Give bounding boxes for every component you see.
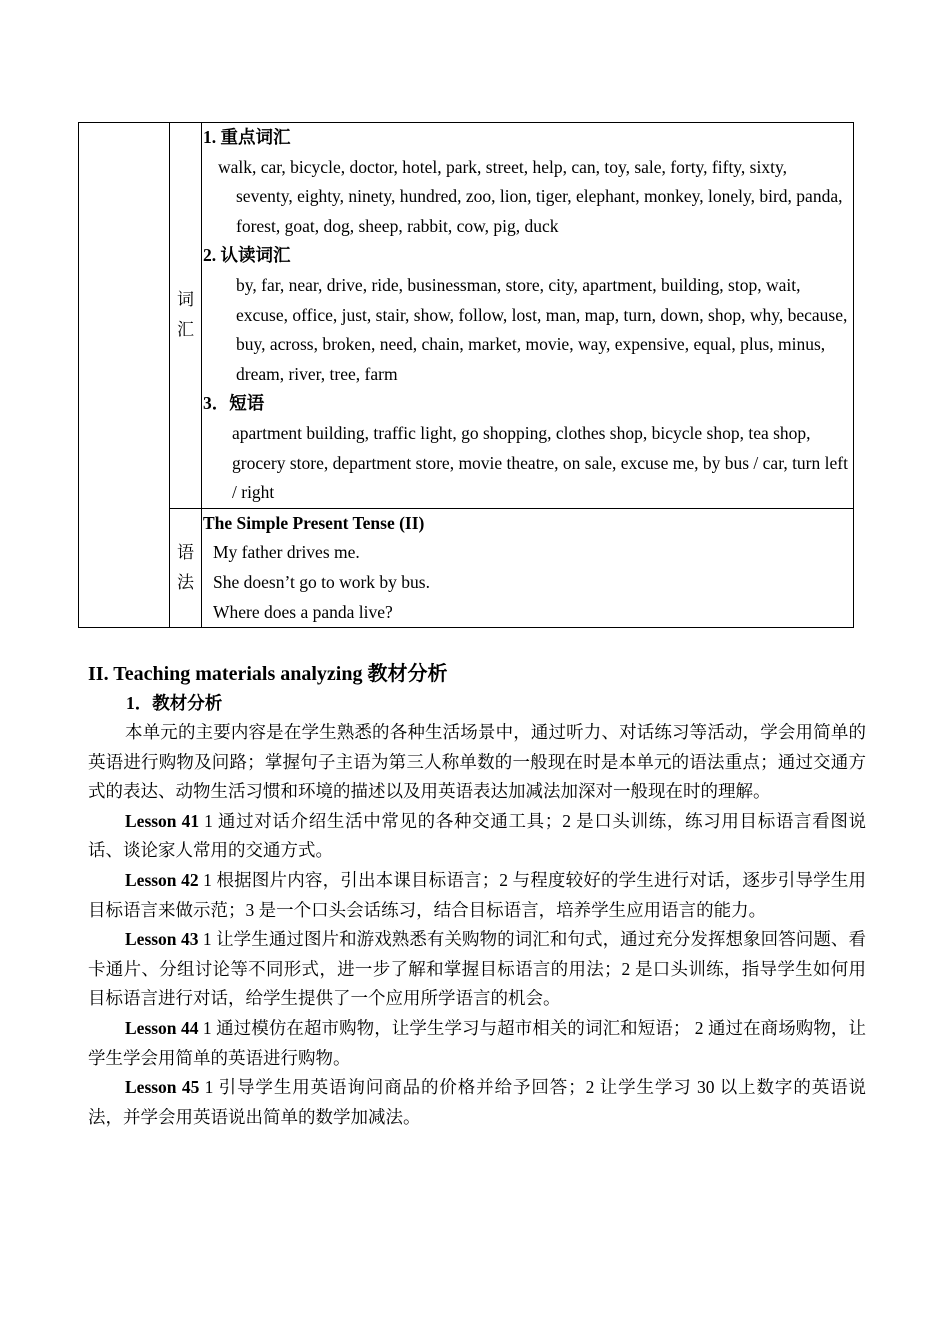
grammar-row	[79, 508, 854, 627]
lesson-paragraph	[88, 925, 866, 1014]
lesson-text: 1 让学生通过图片和游戏熟悉有关购物的词汇和句式，通过充分发挥想象回答问题、看卡通片、分组讨论等不同形式，进一步了解和掌握目标语言的用法；2 是口头训练，指导学生如何用目标语言进行对话，给学生提供了一个应用所学语言的机会。	[88, 929, 866, 1009]
lesson-paragraph	[88, 1073, 866, 1132]
intro-paragraph: 本单元的主要内容是在学生熟悉的各种生活场景中，通过听力、对话练习等活动，学会用简单的英语进行购物及问路；掌握句子主语为第三人称单数的一般现在时是本单元的语法重点；通过交通方式的表达、动物生活习惯和环境的描述以及用英语表达加减法加深对一般现在时的理解。	[88, 722, 866, 802]
vocabulary-label-cell	[170, 123, 202, 509]
lesson-paragraph	[88, 807, 866, 866]
vocabulary-content-cell	[202, 123, 854, 509]
vocabulary-grammar-table	[78, 122, 854, 628]
grammar-label-cell	[170, 508, 202, 627]
lesson-name: Lesson 45	[125, 1077, 200, 1098]
vocabulary-label: 词汇	[177, 290, 194, 340]
grammar-content-cell	[202, 508, 854, 627]
section-subtitle: 1．教材分析	[126, 693, 223, 713]
key-vocabulary-line1: walk, car, bicycle, doctor, hotel, park, street, help, can, toy, sale, forty, fifty, sixty,	[218, 156, 787, 177]
lesson-text: 1 通过对话介绍生活中常见的各种交通工具；2 是口头训练，练习用目标语言看图说话、谈论家人常用的交通方式。	[88, 810, 867, 861]
grammar-example-1: My father drives me.	[213, 542, 360, 563]
empty-left-cell	[79, 123, 170, 628]
key-vocabulary-rest: seventy, eighty, ninety, hundred, zoo, lion, tiger, elephant, monkey, lonely, bird, panda, forest, goat, dog, sheep, rabbit, cow, pig, duck	[236, 186, 843, 236]
lesson-text: 1 引导学生用英语询问商品的价格并给予回答；2 让学生学习 30 以上数字的英语说法，并学会用英语说出简单的数学加减法。	[88, 1077, 867, 1127]
lesson-name: Lesson 42	[125, 869, 199, 890]
lesson-name: Lesson 41	[125, 810, 200, 831]
phrases-heading: 3．短语	[203, 393, 265, 414]
lesson-paragraph	[88, 866, 866, 925]
lesson-name: Lesson 44	[125, 1017, 199, 1038]
key-vocabulary-heading: 1. 重点词汇	[203, 127, 291, 147]
grammar-title: The Simple Present Tense (II)	[203, 512, 425, 533]
lesson-name: Lesson 43	[125, 929, 199, 950]
reading-vocabulary-heading: 2. 认读词汇	[203, 245, 291, 266]
grammar-example-2: She doesn’t go to work by bus.	[213, 571, 430, 592]
vocabulary-row	[79, 123, 854, 509]
lesson-text: 1 根据图片内容，引出本课目标语言；2 与程度较好的学生进行对话，逐步引导学生用目标语言来做示范；3 是一个口头会话练习，结合目标语言，培养学生应用语言的能力。	[88, 869, 867, 920]
grammar-example-3: Where does a panda live?	[213, 601, 393, 622]
section-title: II. Teaching materials analyzing 教材分析	[88, 663, 448, 685]
phrases-list: apartment building, traffic light, go shopping, clothes shop, bicycle shop, tea shop, grocery store, department store, movie theatre, on sale, excuse me, by bus / car, turn left / right	[232, 422, 848, 503]
grammar-label: 语法	[177, 542, 194, 592]
reading-vocabulary-list: by, far, near, drive, ride, businessman, store, city, apartment, building, stop, wait, excuse, office, just, stair, show, follow, lost, man, map, turn, down, shop, why, because, buy, across, broken, need, chain, market, movie, way, expensive, equal, plus, minus, dream, river, tree, farm	[236, 274, 848, 384]
lesson-paragraph	[88, 1014, 866, 1073]
section-body	[88, 718, 866, 1132]
lesson-text: 1 通过模仿在超市购物，让学生学习与超市相关的词汇和短语； 2 通过在商场购物，让学生学会用简单的英语进行购物。	[88, 1017, 866, 1068]
